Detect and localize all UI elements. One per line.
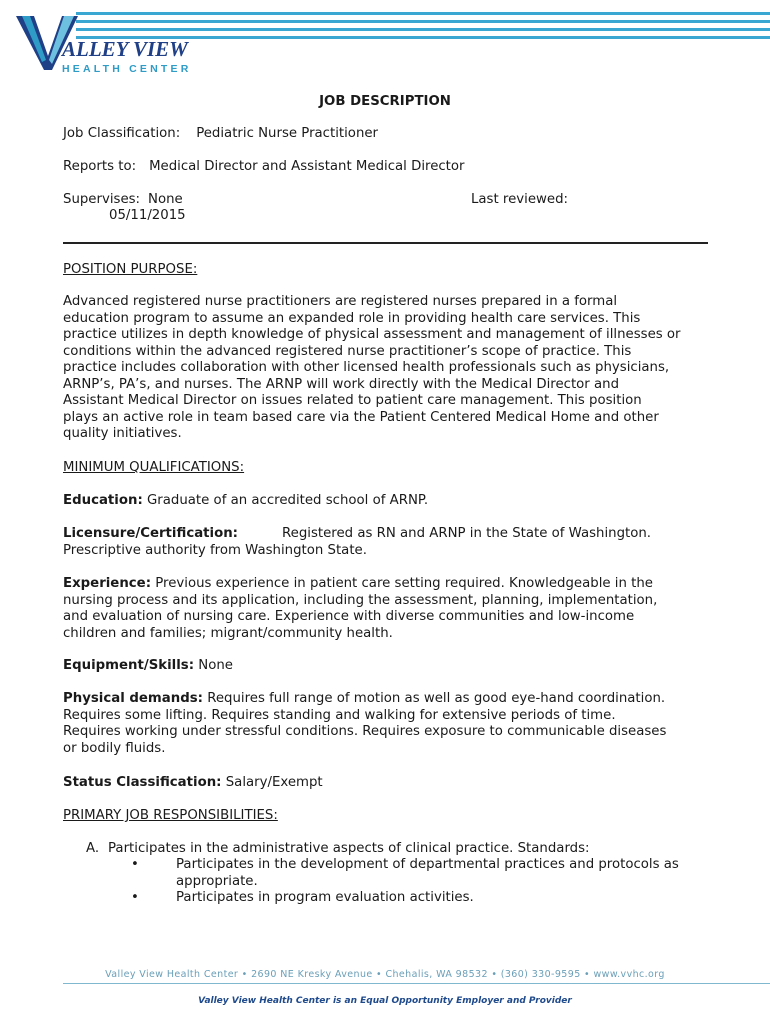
valley-view-logo [16,10,770,76]
header-stripes [76,12,770,39]
job-classification-label: Job Classification: [63,126,181,141]
reports-to-label: Reports to: [63,159,137,174]
purpose-line: ARNP’s, PA’s, and nurses. The ARNP will work directly with the Medical Director and [63,376,620,392]
bullet1-line2: appropriate. [176,873,258,889]
purpose-line: plays an active role in team based care via the Patient Centered Medical Home and other [63,409,659,425]
education-value: Graduate of an accredited school of ARNP. [147,493,429,508]
job-classification-row [63,126,708,143]
equipment-label: Equipment/Skills: [63,658,195,673]
purpose-line: practice utilizes in depth knowledge of physical assessment and management of illnesses or [63,327,681,342]
equipment-row [63,658,708,675]
header-divider [63,242,708,244]
education-label: Education: [63,493,143,508]
purpose-line: Assistant Medical Director on issues related to patient care management. This position [63,393,642,408]
reports-to-row [63,159,708,176]
physical-line: Requires working under stressful conditions. Requires exposure to communicable diseases [63,724,667,739]
physical-line1: Requires full range of motion as well as good eye-hand coordination. [207,691,666,706]
purpose-line: practice includes collaboration with other licensed health professionals such as physicians, [63,360,670,375]
bullet-glyph: • [131,857,139,872]
licensure-line2: Prescriptive authority from Washington State. [63,542,367,558]
primary-responsibilities-heading: PRIMARY JOB RESPONSIBILITIES: [63,808,278,823]
min-qualifications-heading: MINIMUM QUALIFICATIONS: [63,460,245,475]
education-row [63,493,708,510]
physical-line: or bodily fluids. [63,740,166,756]
experience-row [63,576,708,642]
licensure-label: Licensure/Certification: [63,526,239,541]
status-value: Salary/Exempt [225,775,323,790]
responsibility-a-marker: A. [86,841,100,856]
responsibility-a-text: Participates in the administrative aspects of clinical practice. Standards: [108,841,590,856]
experience-line: children and families; migrant/community health. [63,625,393,641]
experience-line: nursing process and its application, including the assessment, planning, implementation, [63,592,658,608]
supervises-label: Supervises: [63,192,141,207]
status-row [63,775,708,792]
bullet-item: Participates in program evaluation activities. [176,890,474,905]
reports-to-value: Medical Director and Assistant Medical Director [149,159,465,174]
logo-sub-text: HEALTH CENTER [62,63,192,75]
position-purpose-heading: POSITION PURPOSE: [63,262,198,277]
supervises-row [63,192,708,209]
experience-line: and evaluation of nursing care. Experience with diverse communities and low-income [63,609,635,624]
licensure-row [63,526,708,559]
experience-line1: Previous experience in patient care setting required. Knowledgeable in the [155,576,653,591]
purpose-line: education program to assume an expanded role in providing health care services. This [63,310,641,326]
purpose-line: quality initiatives. [63,426,182,441]
bullet-glyph: • [131,890,139,905]
licensure-value: Registered as RN and ARNP in the State of Washington. [282,526,652,541]
footer-address: Valley View Health Center • 2690 NE Kresky Avenue • Chehalis, WA 98532 • (360) 330-9595 • www.vvhc.org [105,969,665,980]
experience-label: Experience: [63,576,152,591]
physical-demands-row [63,691,708,757]
job-classification-value: Pediatric Nurse Practitioner [196,126,379,141]
equipment-value: None [198,658,233,673]
document-title: JOB DESCRIPTION [319,94,451,109]
purpose-line: conditions within the advanced registered nurse practitioner’s scope of practice. This [63,343,632,359]
status-label: Status Classification: [63,775,222,790]
supervises-value: None [148,192,183,207]
last-reviewed-date: 05/11/2015 [109,208,186,223]
bullet1-line1: Participates in the development of departmental practices and protocols as [176,857,679,872]
footer-divider [63,983,770,984]
logo-brand-text: ALLEY VIEW [62,37,188,61]
physical-line: Requires some lifting. Requires standing and walking for extensive periods of time. [63,707,616,723]
physical-label: Physical demands: [63,691,203,706]
footer-eoe-statement: Valley View Health Center is an Equal Opportunity Employer and Provider [198,996,572,1006]
last-reviewed-label: Last reviewed: [471,192,568,207]
purpose-line: Advanced registered nurse practitioners are registered nurses prepared in a formal [63,294,618,309]
position-purpose-paragraph [63,294,723,443]
bullet-item [176,857,736,890]
